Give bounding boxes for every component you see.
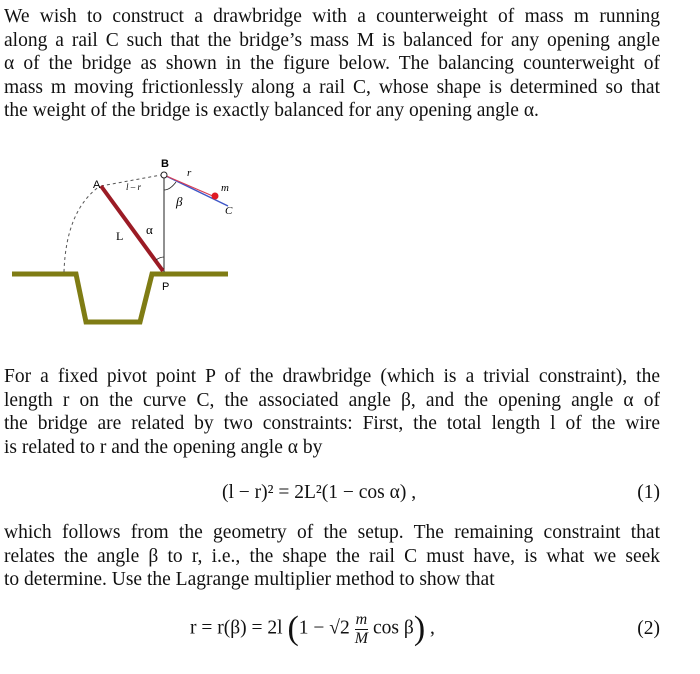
equation-2-body — [190, 610, 435, 648]
label-c: C — [225, 205, 233, 217]
right-paren: ) — [413, 610, 426, 647]
label-a: A — [93, 179, 101, 191]
text-line: along a rail C such that the bridge’s mass M is balanced for any opening angle — [4, 29, 660, 51]
text-line: the weight of the bridge is exactly balanced for any opening angle α. — [4, 100, 539, 121]
text-line: α of the bridge as shown in the figure below. The balancing counterweight of — [4, 53, 660, 74]
label-l-minus-r: l – r — [126, 182, 142, 192]
equation-2-lhs: r = r(β) = 2l — [190, 617, 283, 639]
text-line: which follows from the geometry of the setup. The remaining constraint that — [4, 522, 660, 543]
constraints-paragraph — [4, 365, 660, 459]
mass-ratio-fraction — [355, 611, 369, 648]
text-line: relates the angle β to r, i.e., the shape the rail C must have, is what we seek — [4, 545, 660, 567]
pulley — [161, 172, 167, 178]
counterweight — [212, 193, 219, 200]
label-alpha: α — [146, 222, 153, 237]
label-r: r — [187, 167, 192, 179]
bridge-deck — [101, 186, 163, 271]
equation-2-tail: , — [430, 617, 435, 639]
followup-paragraph — [4, 521, 660, 592]
text-line: length r on the curve C, the associated angle β, and the opening angle α of — [4, 389, 660, 411]
equation-2-inner-end: cos β — [373, 617, 414, 639]
ground-moat — [12, 274, 228, 322]
bridge-arc — [64, 186, 100, 272]
text-line: mass m moving frictionlessly along a rail C, whose shape is determined so that — [4, 76, 660, 98]
fraction-numerator: m — [355, 610, 368, 628]
equation-2-inner-start: 1 − √2 — [298, 617, 350, 639]
left-paren: ( — [287, 610, 299, 647]
text-line: to determine. Use the Lagrange multiplier method to show that — [4, 569, 495, 590]
equation-1 — [0, 482, 660, 508]
text-line: For a fixed pivot point P of the drawbridge (which is a trivial constraint), the — [4, 366, 660, 387]
fraction-denominator: M — [354, 629, 369, 647]
text-line: is related to r and the opening angle α by — [4, 436, 323, 458]
intro-paragraph — [4, 5, 660, 123]
equation-1-number: (1) — [637, 482, 660, 503]
label-l: L — [116, 229, 124, 243]
text-line: We wish to construct a drawbridge with a counterweight of mass m running — [4, 6, 660, 27]
beta-arc — [164, 182, 176, 190]
equation-1-body: (l − r)² = 2L²(1 − cos α) , — [222, 482, 417, 503]
label-b: B — [161, 158, 169, 170]
drawbridge-figure — [0, 150, 260, 335]
equation-2 — [0, 610, 660, 660]
label-beta: β — [176, 194, 183, 209]
text-line: the bridge are related by two constraints: First, the total length l of the wire — [4, 413, 660, 434]
equation-2-number: (2) — [637, 618, 660, 639]
label-m: m — [221, 182, 229, 194]
alpha-arc — [156, 257, 164, 260]
label-p: P — [162, 281, 170, 293]
